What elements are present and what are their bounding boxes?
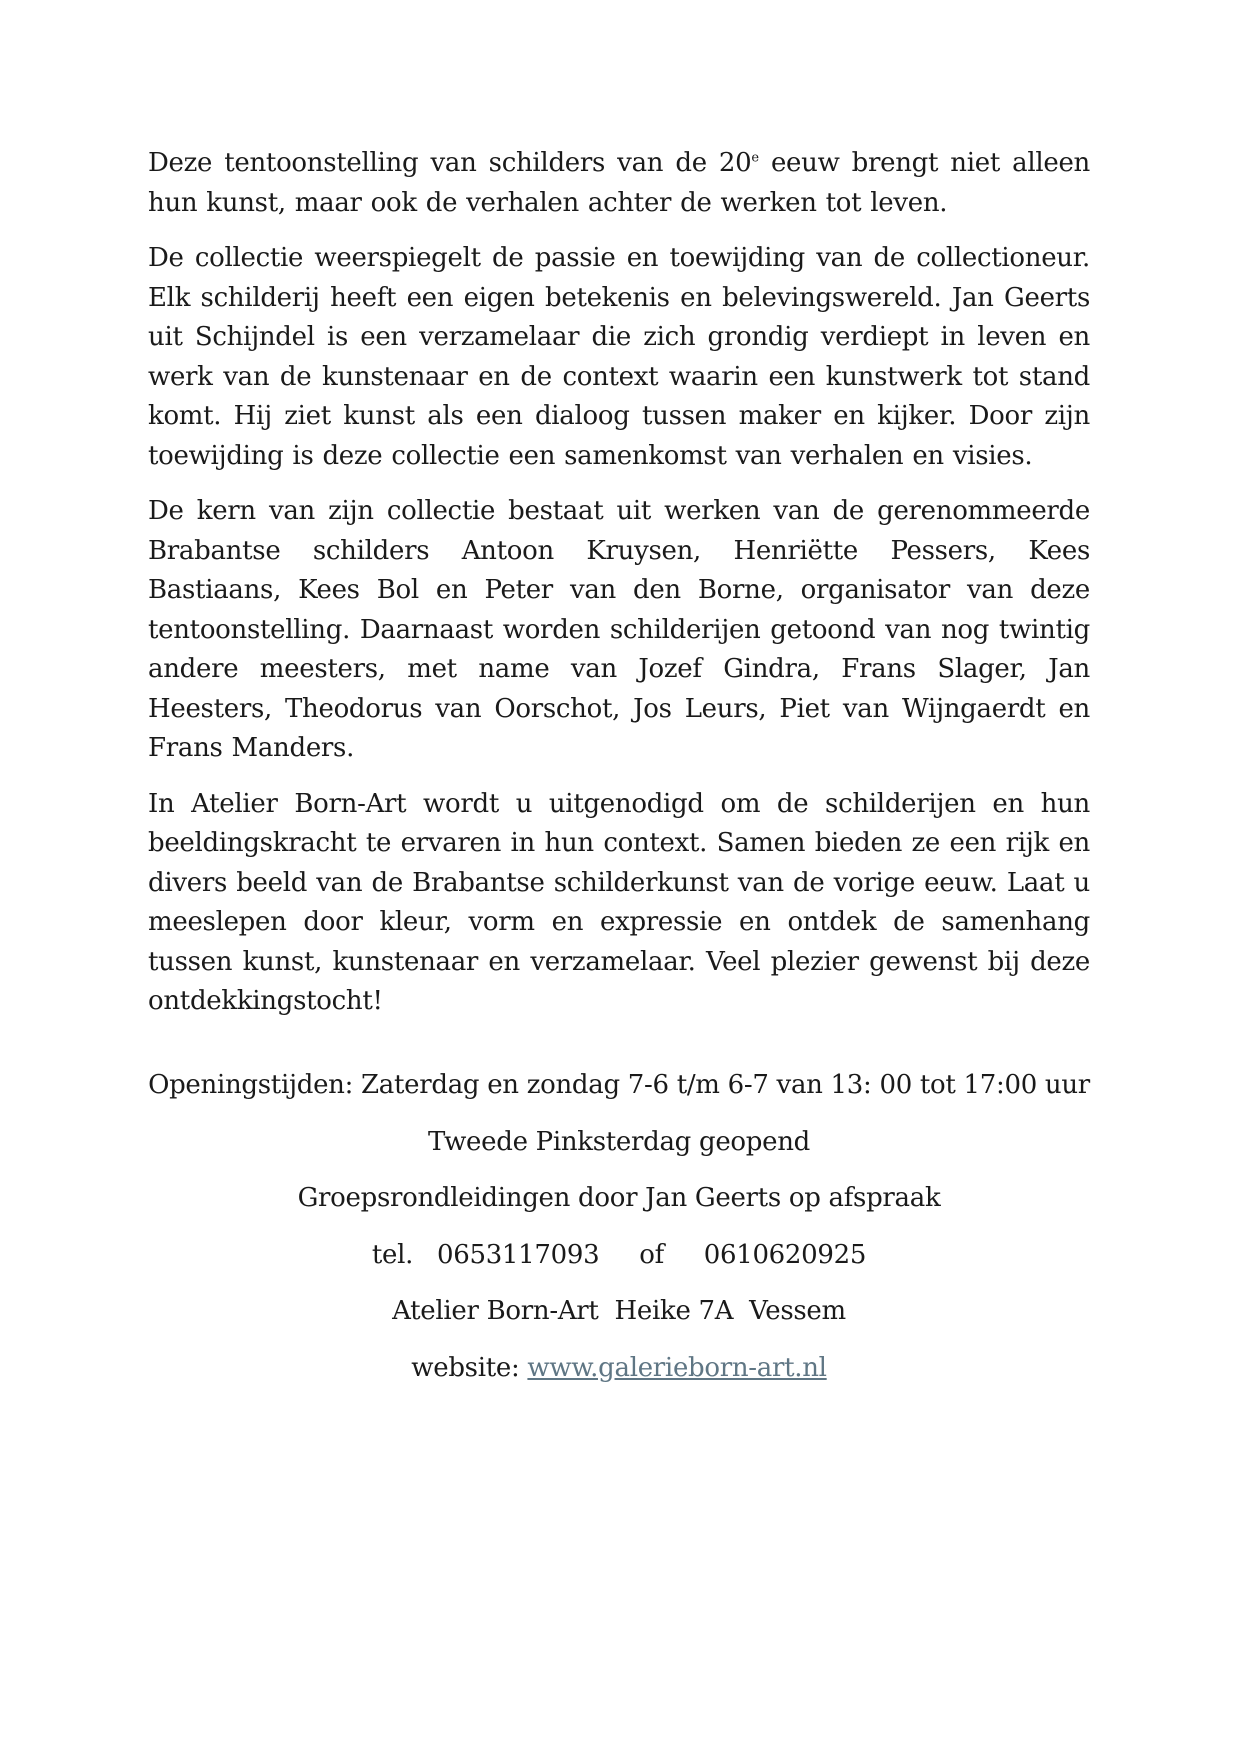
paragraph-intro-text-start: Deze tentoonstelling van schilders van de 20 — [148, 148, 752, 178]
paragraph-invitation: In Atelier Born-Art wordt u uitgenodigd om de schilderijen en hun beeldingskracht te ervaren in hun context. Samen bieden ze een rijk en divers beeld van de Brabantse schilderkunst van de vorige eeuw. Laat u meeslepen door kleur, vorm en expressie en ontdek de samenhang tussen kunst, kunstenaar en verzamelaar. Veel plezier gewenst bij deze ontdekkingstocht! — [148, 788, 1090, 1016]
opening-hours: Openingstijden: Zaterdag en zondag 7-6 t/m 6-7 van 13: 00 tot 17:00 uur — [148, 1070, 1090, 1100]
century-superscript: e — [751, 150, 759, 166]
paragraph-collection: De collectie weerspiegelt de passie en toewijding van de collectioneur. Elk schilderij heeft een eigen betekenis en belevingswereld. Jan Geerts uit Schijndel is een verzamelaar die zich grondig verdiept in leven en werk van de kunstenaar en de context waarin een kunstwerk tot stand komt. Hij ziet kunst als een dialoog tussen maker en kijker. Door zijn toewijding is deze collectie een samenkomst van verhalen en visies. — [148, 243, 1090, 471]
website-link[interactable]: www.galerieborn-art.nl — [527, 1352, 827, 1383]
group-tours: Groepsrondleidingen door Jan Geerts op afspraak — [297, 1183, 941, 1213]
website-line — [148, 1340, 1090, 1397]
document-body — [148, 144, 1090, 1038]
address: Atelier Born-Art Heike 7A Vessem — [392, 1296, 846, 1326]
paragraph-intro — [148, 144, 1090, 223]
website-label: website: — [411, 1352, 528, 1383]
paragraph-painters: De kern van zijn collectie bestaat uit werken van de gerenommeerde Brabantse schilders Antoon Kruysen, Henriëtte Pessers, Kees Bastiaans, Kees Bol en Peter van den Borne, organisator van deze tentoonstelling. Daarnaast worden schilderijen getoond van nog twintig andere meesters, met name van Jozef Gindra, Frans Slager, Jan Heesters, Theodorus van Oorschot, Jos Leurs, Piet van Wijngaerdt en Frans Manders. — [148, 496, 1090, 763]
pinksteren-notice: Tweede Pinksterdag geopend — [427, 1126, 810, 1157]
visitor-info — [148, 1057, 1090, 1396]
phone-numbers: tel. 0653117093 of 0610620925 — [371, 1239, 867, 1270]
paragraph-intro-text-end: eeuw brengt niet alleen hun kunst, maar ook de verhalen achter de werken tot leven. — [148, 148, 1090, 218]
